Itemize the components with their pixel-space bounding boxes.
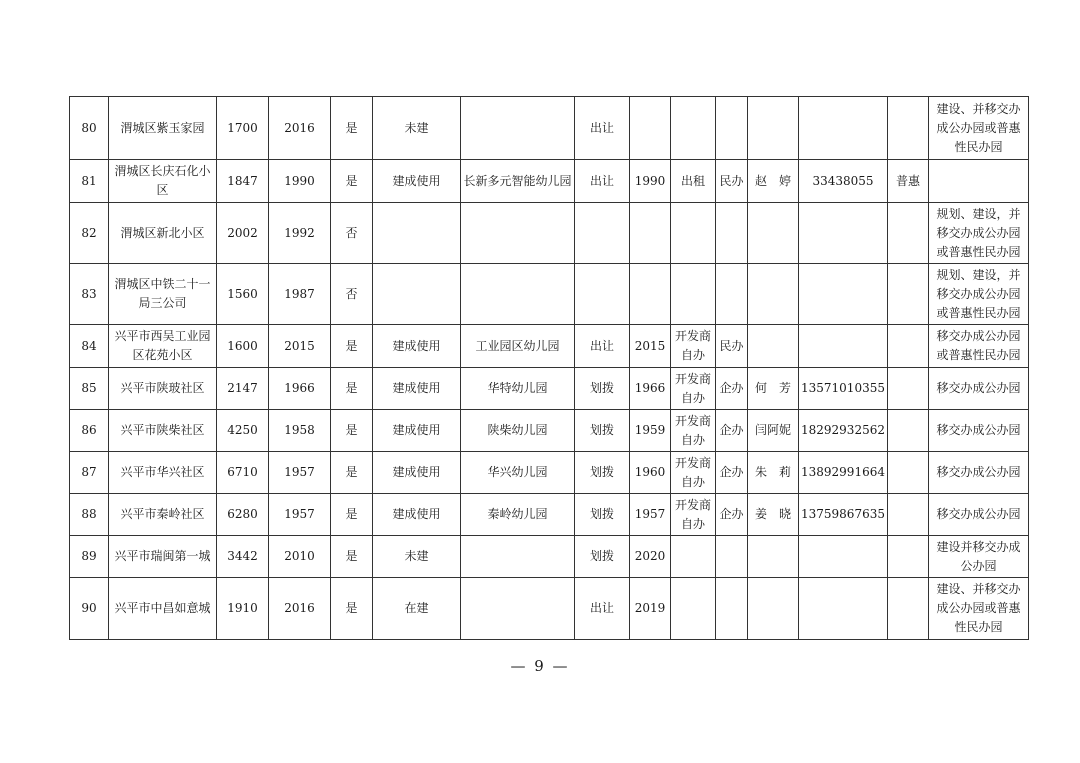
contact-cell bbox=[748, 578, 799, 640]
row-number: 87 bbox=[70, 452, 109, 494]
area-cell: 6280 bbox=[217, 494, 269, 536]
table-row bbox=[70, 264, 1029, 325]
nature-cell bbox=[716, 264, 748, 325]
phone-cell bbox=[799, 203, 888, 264]
table-row bbox=[70, 452, 1029, 494]
community-name: 兴平市陕玻社区 bbox=[109, 368, 217, 410]
kindergarten-year-cell: 1990 bbox=[630, 160, 671, 203]
community-name: 渭城区长庆石化小区 bbox=[109, 160, 217, 203]
area-cell: 6710 bbox=[217, 452, 269, 494]
matched-cell: 是 bbox=[331, 325, 373, 368]
community-name: 兴平市西吴工业园区花苑小区 bbox=[109, 325, 217, 368]
area-cell: 1600 bbox=[217, 325, 269, 368]
phone-cell bbox=[799, 536, 888, 578]
kindergarten-year-cell: 1959 bbox=[630, 410, 671, 452]
table-row bbox=[70, 578, 1029, 640]
note-cell: 移交办成公办园 bbox=[928, 410, 1028, 452]
status-cell bbox=[373, 264, 461, 325]
contact-cell bbox=[748, 264, 799, 325]
use-cell bbox=[671, 536, 716, 578]
kindergarten-name: 华特幼儿园 bbox=[461, 368, 575, 410]
community-kindergarten-table bbox=[69, 96, 1029, 640]
kindergarten-name bbox=[461, 578, 575, 640]
land-method-cell: 划拨 bbox=[575, 494, 630, 536]
note-cell: 建设、并移交办成公办园或普惠性民办园 bbox=[928, 97, 1028, 160]
kindergarten-year-cell: 2015 bbox=[630, 325, 671, 368]
phone-cell: 33438055 bbox=[799, 160, 888, 203]
community-name: 渭城区中铁二十一局三公司 bbox=[109, 264, 217, 325]
community-name: 渭城区新北小区 bbox=[109, 203, 217, 264]
note-cell: 建设、并移交办成公办园或普惠性民办园 bbox=[928, 578, 1028, 640]
type-cell bbox=[887, 536, 928, 578]
land-method-cell: 划拨 bbox=[575, 410, 630, 452]
use-cell: 开发商自办 bbox=[671, 368, 716, 410]
phone-cell bbox=[799, 264, 888, 325]
table-row bbox=[70, 203, 1029, 264]
row-number: 82 bbox=[70, 203, 109, 264]
use-cell: 开发商自办 bbox=[671, 452, 716, 494]
table-row bbox=[70, 160, 1029, 203]
table-row bbox=[70, 368, 1029, 410]
kindergarten-year-cell: 1960 bbox=[630, 452, 671, 494]
built-year-cell: 1957 bbox=[269, 494, 331, 536]
built-year-cell: 2010 bbox=[269, 536, 331, 578]
land-method-cell: 出让 bbox=[575, 160, 630, 203]
nature-cell: 企办 bbox=[716, 368, 748, 410]
status-cell: 建成使用 bbox=[373, 325, 461, 368]
kindergarten-year-cell: 2020 bbox=[630, 536, 671, 578]
contact-cell: 赵 婷 bbox=[748, 160, 799, 203]
kindergarten-name: 陕柴幼儿园 bbox=[461, 410, 575, 452]
use-cell: 开发商自办 bbox=[671, 325, 716, 368]
contact-cell: 闫阿妮 bbox=[748, 410, 799, 452]
kindergarten-name: 工业园区幼儿园 bbox=[461, 325, 575, 368]
built-year-cell: 2015 bbox=[269, 325, 331, 368]
contact-cell: 何 芳 bbox=[748, 368, 799, 410]
type-cell bbox=[887, 325, 928, 368]
built-year-cell: 1987 bbox=[269, 264, 331, 325]
note-cell: 移交办成公办园 bbox=[928, 494, 1028, 536]
nature-cell: 企办 bbox=[716, 452, 748, 494]
note-cell: 建设并移交办成公办园 bbox=[928, 536, 1028, 578]
use-cell: 开发商自办 bbox=[671, 410, 716, 452]
matched-cell: 是 bbox=[331, 160, 373, 203]
area-cell: 1560 bbox=[217, 264, 269, 325]
kindergarten-year-cell bbox=[630, 203, 671, 264]
community-name: 兴平市秦岭社区 bbox=[109, 494, 217, 536]
nature-cell: 企办 bbox=[716, 494, 748, 536]
kindergarten-name bbox=[461, 203, 575, 264]
phone-cell bbox=[799, 578, 888, 640]
row-number: 83 bbox=[70, 264, 109, 325]
nature-cell: 民办 bbox=[716, 160, 748, 203]
table-row bbox=[70, 410, 1029, 452]
land-method-cell: 出让 bbox=[575, 325, 630, 368]
community-name: 渭城区紫玉家园 bbox=[109, 97, 217, 160]
row-number: 80 bbox=[70, 97, 109, 160]
type-cell bbox=[887, 452, 928, 494]
phone-cell bbox=[799, 325, 888, 368]
status-cell: 建成使用 bbox=[373, 494, 461, 536]
built-year-cell: 2016 bbox=[269, 97, 331, 160]
status-cell: 建成使用 bbox=[373, 410, 461, 452]
community-name: 兴平市陕柴社区 bbox=[109, 410, 217, 452]
row-number: 81 bbox=[70, 160, 109, 203]
note-cell: 规划、建设，并移交办成公办园或普惠性民办园 bbox=[928, 264, 1028, 325]
use-cell bbox=[671, 264, 716, 325]
built-year-cell: 1966 bbox=[269, 368, 331, 410]
area-cell: 2147 bbox=[217, 368, 269, 410]
use-cell bbox=[671, 578, 716, 640]
nature-cell bbox=[716, 536, 748, 578]
status-cell: 在建 bbox=[373, 578, 461, 640]
type-cell: 普惠 bbox=[887, 160, 928, 203]
status-cell bbox=[373, 203, 461, 264]
phone-cell: 18292932562 bbox=[799, 410, 888, 452]
row-number: 90 bbox=[70, 578, 109, 640]
table-body bbox=[70, 97, 1029, 640]
nature-cell bbox=[716, 578, 748, 640]
kindergarten-name bbox=[461, 536, 575, 578]
note-cell bbox=[928, 160, 1028, 203]
row-number: 85 bbox=[70, 368, 109, 410]
matched-cell: 是 bbox=[331, 410, 373, 452]
table-row bbox=[70, 494, 1029, 536]
land-method-cell: 出让 bbox=[575, 97, 630, 160]
contact-cell bbox=[748, 325, 799, 368]
land-method-cell bbox=[575, 264, 630, 325]
table-row bbox=[70, 325, 1029, 368]
area-cell: 1700 bbox=[217, 97, 269, 160]
phone-cell: 13892991664 bbox=[799, 452, 888, 494]
nature-cell bbox=[716, 203, 748, 264]
nature-cell bbox=[716, 97, 748, 160]
community-name: 兴平市中昌如意城 bbox=[109, 578, 217, 640]
kindergarten-name bbox=[461, 97, 575, 160]
built-year-cell: 1958 bbox=[269, 410, 331, 452]
area-cell: 1910 bbox=[217, 578, 269, 640]
status-cell: 建成使用 bbox=[373, 368, 461, 410]
land-method-cell bbox=[575, 203, 630, 264]
note-cell: 规划、建设，并移交办成公办园或普惠性民办园 bbox=[928, 203, 1028, 264]
land-method-cell: 出让 bbox=[575, 578, 630, 640]
table-row bbox=[70, 97, 1029, 160]
area-cell: 1847 bbox=[217, 160, 269, 203]
status-cell: 未建 bbox=[373, 97, 461, 160]
community-name: 兴平市瑞闽第一城 bbox=[109, 536, 217, 578]
built-year-cell: 1957 bbox=[269, 452, 331, 494]
table-row bbox=[70, 536, 1029, 578]
kindergarten-year-cell: 2019 bbox=[630, 578, 671, 640]
row-number: 88 bbox=[70, 494, 109, 536]
note-cell: 移交办成公办园 bbox=[928, 452, 1028, 494]
status-cell: 建成使用 bbox=[373, 160, 461, 203]
nature-cell: 民办 bbox=[716, 325, 748, 368]
kindergarten-name: 秦岭幼儿园 bbox=[461, 494, 575, 536]
community-name: 兴平市华兴社区 bbox=[109, 452, 217, 494]
contact-cell bbox=[748, 203, 799, 264]
matched-cell: 是 bbox=[331, 536, 373, 578]
type-cell bbox=[887, 410, 928, 452]
built-year-cell: 1990 bbox=[269, 160, 331, 203]
kindergarten-name bbox=[461, 264, 575, 325]
type-cell bbox=[887, 368, 928, 410]
contact-cell: 朱 莉 bbox=[748, 452, 799, 494]
use-cell bbox=[671, 97, 716, 160]
built-year-cell: 2016 bbox=[269, 578, 331, 640]
page-number: — 9 — bbox=[510, 657, 570, 675]
matched-cell: 是 bbox=[331, 97, 373, 160]
kindergarten-year-cell: 1966 bbox=[630, 368, 671, 410]
status-cell: 建成使用 bbox=[373, 452, 461, 494]
status-cell: 未建 bbox=[373, 536, 461, 578]
matched-cell: 是 bbox=[331, 494, 373, 536]
contact-cell bbox=[748, 536, 799, 578]
built-year-cell: 1992 bbox=[269, 203, 331, 264]
contact-cell bbox=[748, 97, 799, 160]
matched-cell: 是 bbox=[331, 578, 373, 640]
nature-cell: 企办 bbox=[716, 410, 748, 452]
land-method-cell: 划拨 bbox=[575, 536, 630, 578]
kindergarten-year-cell: 1957 bbox=[630, 494, 671, 536]
matched-cell: 否 bbox=[331, 264, 373, 325]
type-cell bbox=[887, 578, 928, 640]
note-cell: 移交办成公办园或普惠性民办园 bbox=[928, 325, 1028, 368]
matched-cell: 是 bbox=[331, 368, 373, 410]
area-cell: 3442 bbox=[217, 536, 269, 578]
matched-cell: 是 bbox=[331, 452, 373, 494]
use-cell: 开发商自办 bbox=[671, 494, 716, 536]
use-cell bbox=[671, 203, 716, 264]
kindergarten-name: 长新多元智能幼儿园 bbox=[461, 160, 575, 203]
kindergarten-year-cell bbox=[630, 97, 671, 160]
phone-cell: 13759867635 bbox=[799, 494, 888, 536]
row-number: 89 bbox=[70, 536, 109, 578]
kindergarten-name: 华兴幼儿园 bbox=[461, 452, 575, 494]
type-cell bbox=[887, 494, 928, 536]
type-cell bbox=[887, 264, 928, 325]
matched-cell: 否 bbox=[331, 203, 373, 264]
use-cell: 出租 bbox=[671, 160, 716, 203]
note-cell: 移交办成公办园 bbox=[928, 368, 1028, 410]
row-number: 84 bbox=[70, 325, 109, 368]
phone-cell bbox=[799, 97, 888, 160]
land-method-cell: 划拨 bbox=[575, 368, 630, 410]
phone-cell: 13571010355 bbox=[799, 368, 888, 410]
row-number: 86 bbox=[70, 410, 109, 452]
kindergarten-year-cell bbox=[630, 264, 671, 325]
area-cell: 2002 bbox=[217, 203, 269, 264]
type-cell bbox=[887, 203, 928, 264]
type-cell bbox=[887, 97, 928, 160]
land-method-cell: 划拨 bbox=[575, 452, 630, 494]
area-cell: 4250 bbox=[217, 410, 269, 452]
contact-cell: 姜 晓 bbox=[748, 494, 799, 536]
